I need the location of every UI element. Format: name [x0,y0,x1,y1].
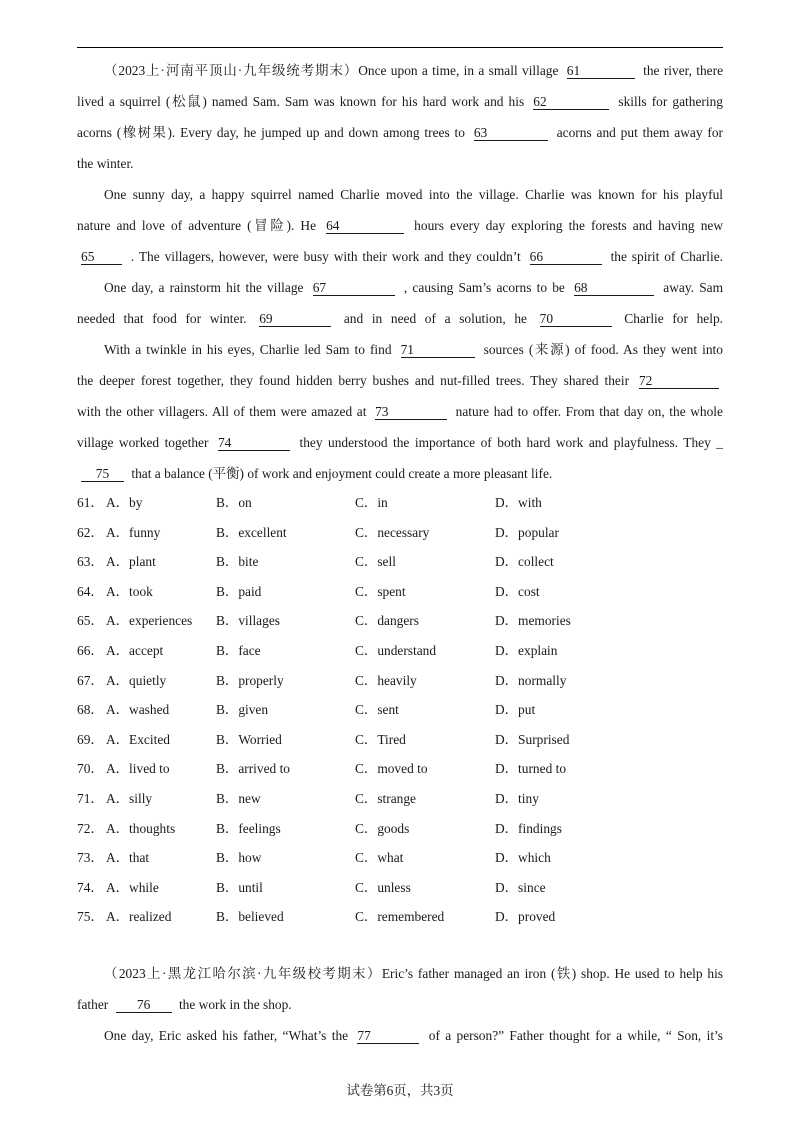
passage-text: the work in the shop. [178,997,292,1012]
option-b[interactable]: B．bite [216,554,259,570]
passage-line [77,396,723,427]
passage-line [77,86,723,117]
option-row [77,636,723,666]
passage-text: father [77,997,109,1012]
passage-text: nature and love of adventure (冒险). He [77,218,317,233]
answer-blank[interactable]: 70 [540,311,612,327]
option-c[interactable]: C．goods [355,820,410,836]
passage-text: Once upon a time, in a small village [358,63,559,78]
option-a[interactable]: A．realized [106,909,172,925]
option-a[interactable]: A．while [106,879,159,895]
answer-blank[interactable]: 61 [567,63,635,79]
option-c[interactable]: C．what [355,850,404,866]
passage-line [77,148,723,179]
option-b[interactable]: B．face [216,642,261,658]
option-b[interactable]: B．new [216,790,261,806]
passage-line [77,334,723,365]
question-number: 68． [77,702,104,718]
passage-text: lived a squirrel (松鼠) named Sam. Sam was known for his hard work and his [77,94,525,109]
option-row [77,873,723,903]
answer-blank[interactable]: 75 [81,466,124,482]
option-c[interactable]: C．unless [355,879,411,895]
option-c[interactable]: C．sent [355,702,399,718]
option-d[interactable]: D．Surprised [495,731,570,747]
question-number: 61． [77,495,104,510]
option-d[interactable]: D．collect [495,554,554,570]
passage-text: . The villagers, however, were busy with their work and they couldn’t [130,249,521,264]
passage-text: the winter. [77,156,134,171]
question-number: 74． [77,879,104,895]
passage-text: the spirit of Charlie. [610,249,723,264]
option-c[interactable]: C．necessary [355,524,430,540]
option-row [77,784,723,814]
question-number: 64． [77,583,104,599]
passage-text: One sunny day, a happy squirrel named Charlie moved into the village. Charlie was known for his playful [104,187,723,202]
answer-blank[interactable]: 76 [116,997,172,1013]
passage-text: with the other villagers. All of them were amazed at [77,404,367,419]
option-d[interactable]: D．put [495,702,536,718]
option-row [77,725,723,755]
option-d[interactable]: D．turned to [495,761,567,777]
answer-blank[interactable]: 74 [218,435,290,451]
option-c[interactable]: C．remembered [355,909,445,925]
passage-text: they understood the importance of both hard work and playfulness. They _ [299,435,723,450]
option-b[interactable]: B．given [216,702,269,718]
option-d[interactable]: D．memories [495,613,571,629]
option-b[interactable]: B．arrived to [216,761,291,777]
option-b[interactable]: B．paid [216,583,262,599]
options-list [77,488,723,932]
passage-text: With a twinkle in his eyes, Charlie led Sam to find [104,342,392,357]
passage-text: hours every day exploring the forests and having new [414,218,723,233]
option-b[interactable]: B．properly [216,672,284,688]
question-number: 71． [77,790,104,806]
option-row [77,902,723,932]
passage-text: away. Sam [663,280,723,295]
passage-text: the deeper forest together, they found hidden berry bushes and nut-filled trees. They shared their [77,373,630,388]
question-number: 65． [77,613,104,629]
top-rule [77,47,723,48]
passage-text: that a balance (平衡) of work and enjoyment could create a more pleasant life. [131,466,553,481]
passage-line [77,241,723,272]
option-a[interactable]: A．washed [106,702,170,718]
question-number: 72． [77,820,104,836]
passage-line [77,117,723,148]
passage-line [77,55,723,86]
option-a[interactable]: A．took [106,583,153,599]
passage-text: village worked together [77,435,209,450]
option-d[interactable]: D．which [495,850,551,866]
option-row [77,518,723,548]
option-row [77,695,723,725]
passage-text: and in need of a solution, he [343,311,527,326]
passage-2 [77,958,723,1051]
option-row [77,606,723,636]
option-a[interactable]: A．thoughts [106,820,176,836]
option-c[interactable]: C．Tired [355,731,406,747]
option-c[interactable]: C．strange [355,790,416,806]
question-number: 69． [77,731,104,747]
option-d[interactable]: D．with [495,495,542,510]
option-b[interactable]: B．excellent [216,524,287,540]
answer-blank[interactable]: 68 [574,280,654,296]
passage-line [77,272,723,303]
option-c[interactable]: C．dangers [355,613,419,629]
passage-line [77,989,723,1020]
passage-text: of a person?” Father thought for a while, “ Son, it’s [428,1028,723,1043]
option-a[interactable]: A．that [106,850,150,866]
option-c[interactable]: C．sell [355,554,396,570]
option-b[interactable]: B．Worried [216,731,282,747]
option-a[interactable]: A．by [106,495,143,510]
passage-text: One day, a rainstorm hit the village [104,280,304,295]
passage-text: One day, Eric asked his father, “What’s the [104,1028,349,1043]
source-label: （2023上·河南平顶山·九年级统考期末） [104,63,359,78]
answer-blank[interactable]: 65 [81,249,122,265]
answer-blank[interactable]: 66 [530,249,602,265]
option-b[interactable]: B．feelings [216,820,281,836]
passage-line [77,458,723,489]
answer-blank[interactable]: 62 [533,94,609,110]
question-number: 66． [77,642,104,658]
passage-text: needed that food for winter. [77,311,247,326]
answer-blank[interactable]: 64 [326,218,404,234]
answer-blank[interactable]: 77 [357,1028,419,1044]
option-a[interactable]: A．accept [106,642,164,658]
answer-blank[interactable]: 72 [639,373,719,389]
passage-line [77,365,723,396]
option-row [77,577,723,607]
option-b[interactable]: B．how [216,850,262,866]
option-c[interactable]: C．heavily [355,672,417,688]
option-row [77,754,723,784]
passage-line [77,958,723,989]
question-number: 62． [77,524,104,540]
option-a[interactable]: A．experiences [106,613,193,629]
question-number: 75． [77,909,104,925]
option-a[interactable]: A．plant [106,554,156,570]
answer-blank[interactable]: 71 [401,342,475,358]
option-d[interactable]: D．explain [495,642,558,658]
question-number: 63． [77,554,104,570]
option-row [77,666,723,696]
option-row [77,814,723,844]
option-c[interactable]: C．moved to [355,761,428,777]
question-number: 70． [77,761,104,777]
passage-1 [77,55,723,489]
option-a[interactable]: A．quietly [106,672,167,688]
passage-text: Eric’s father managed an iron (铁) shop. He used to help his [381,966,724,981]
option-row [77,547,723,577]
option-row [77,843,723,873]
option-a[interactable]: A．funny [106,524,161,540]
option-c[interactable]: C．in [355,495,388,510]
option-a[interactable]: A．Excited [106,731,170,747]
passage-line [77,427,723,458]
option-a[interactable]: A．silly [106,790,153,806]
source-label: （2023上·黑龙江哈尔滨·九年级校考期末） [104,966,382,981]
option-d[interactable]: D．cost [495,583,540,599]
question-number: 67． [77,672,104,688]
answer-blank[interactable]: 67 [313,280,395,296]
option-c[interactable]: C．understand [355,642,437,658]
option-d[interactable]: D．proved [495,909,556,925]
option-d[interactable]: D．findings [495,820,562,836]
option-b[interactable]: B．on [216,495,252,510]
option-c[interactable]: C．spent [355,583,406,599]
option-d[interactable]: D．normally [495,672,567,688]
option-row [77,488,723,518]
passage-text: the river, there [643,63,724,78]
option-d[interactable]: D．since [495,879,546,895]
option-d[interactable]: D．tiny [495,790,539,806]
option-b[interactable]: B．believed [216,909,284,925]
question-number: 73． [77,850,104,866]
page-footer: 试卷第6页，共3页 [346,1083,454,1098]
passage-text: acorns (橡树果). Every day, he jumped up and down among trees to [77,125,465,140]
answer-blank[interactable]: 73 [375,404,447,420]
answer-blank[interactable]: 69 [259,311,331,327]
passage-text: sources (来源) of food. As they went into [483,342,723,357]
passage-text: acorns and put them away for [556,125,723,140]
passage-text: nature had to offer. From that day on, the whole [455,404,723,419]
passage-text: , causing Sam’s acorns to be [403,280,565,295]
answer-blank[interactable]: 63 [474,125,548,141]
passage-line [77,1020,723,1051]
option-a[interactable]: A．lived to [106,761,170,777]
passage-line [77,303,723,334]
option-b[interactable]: B．villages [216,613,280,629]
option-b[interactable]: B．until [216,879,263,895]
option-d[interactable]: D．popular [495,524,559,540]
passage-line [77,179,723,210]
passage-text: skills for gathering [618,94,723,109]
passage-text: Charlie for help. [624,311,724,326]
passage-line [77,210,723,241]
